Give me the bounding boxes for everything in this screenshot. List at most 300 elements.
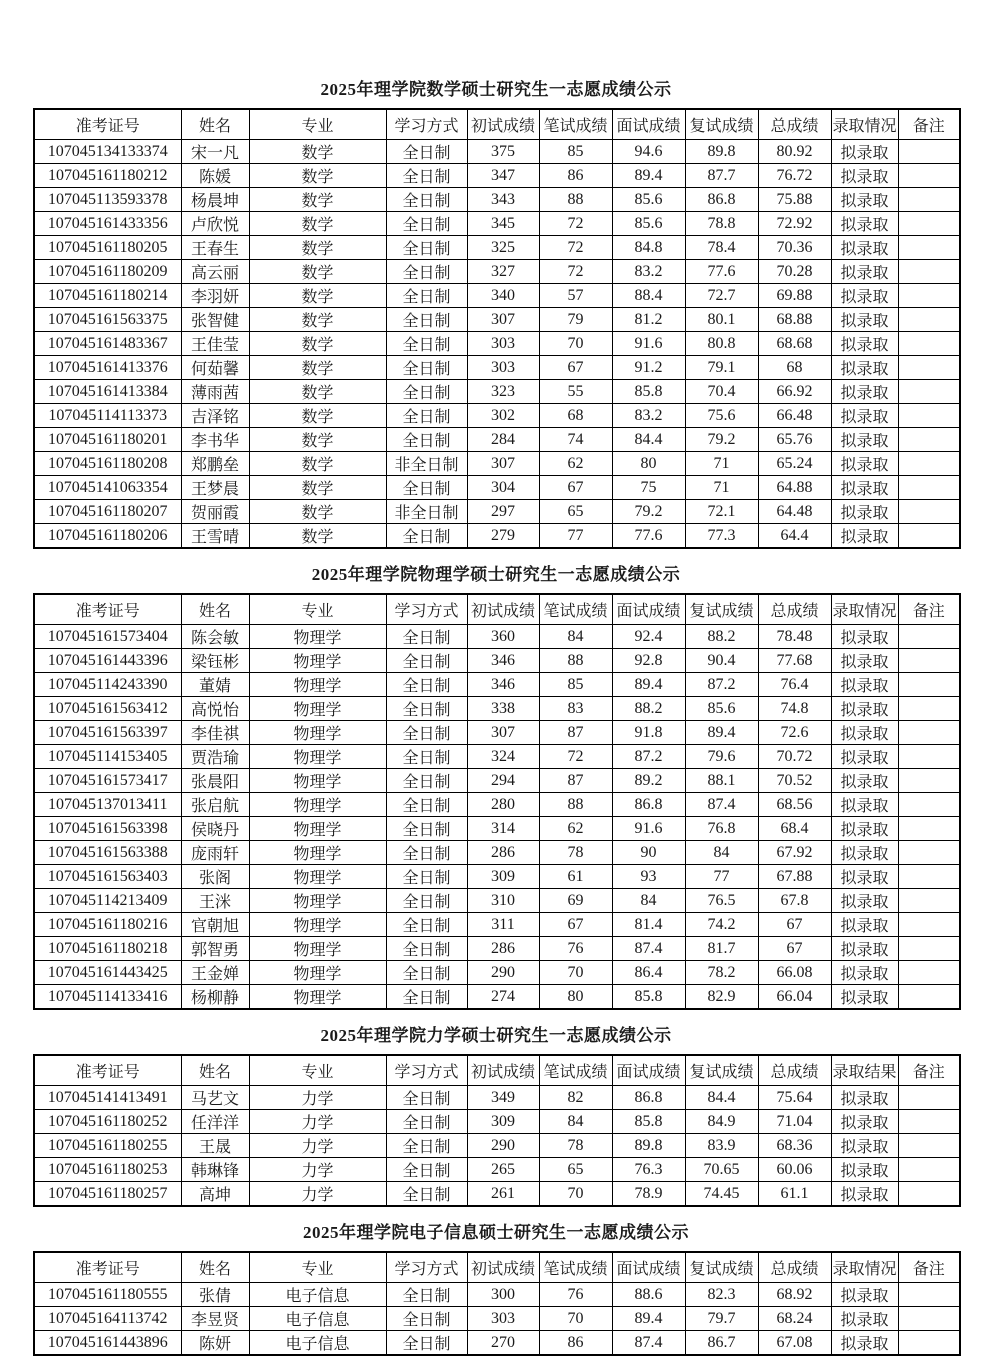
cell-initial-score: 340 — [467, 284, 539, 308]
cell-initial-score: 310 — [467, 889, 539, 913]
cell-exam-number: 107045114213409 — [34, 889, 181, 913]
cell-candidate-name: 庞雨轩 — [181, 841, 249, 865]
cell-study-mode: 非全日制 — [386, 500, 467, 524]
cell-written-score: 70 — [539, 332, 612, 356]
cell-remark — [898, 356, 960, 380]
cell-total-score: 76.4 — [758, 673, 831, 697]
cell-interview-score: 91.6 — [612, 332, 685, 356]
cell-initial-score: 303 — [467, 356, 539, 380]
cell-exam-number: 107045161180205 — [34, 236, 181, 260]
cell-remark — [898, 404, 960, 428]
cell-candidate-name: 王佳莹 — [181, 332, 249, 356]
cell-retest-score: 70.65 — [685, 1158, 758, 1182]
cell-major: 数学 — [249, 428, 386, 452]
cell-retest-score: 79.1 — [685, 356, 758, 380]
cell-candidate-name: 张晨阳 — [181, 769, 249, 793]
cell-retest-score: 82.9 — [685, 985, 758, 1010]
cell-interview-score: 85.6 — [612, 188, 685, 212]
cell-exam-number: 107045161443425 — [34, 961, 181, 985]
cell-admission-status: 拟录取 — [831, 745, 898, 769]
cell-major: 物理学 — [249, 865, 386, 889]
cell-written-score: 55 — [539, 380, 612, 404]
cell-study-mode: 全日制 — [386, 1134, 467, 1158]
cell-major: 数学 — [249, 476, 386, 500]
header-total-score: 总成绩 — [758, 594, 831, 625]
cell-study-mode: 全日制 — [386, 889, 467, 913]
cell-initial-score: 311 — [467, 913, 539, 937]
cell-admission-status: 拟录取 — [831, 356, 898, 380]
cell-study-mode: 全日制 — [386, 356, 467, 380]
cell-remark — [898, 1283, 960, 1307]
cell-initial-score: 323 — [467, 380, 539, 404]
table-row — [34, 284, 960, 308]
cell-remark — [898, 1158, 960, 1182]
cell-initial-score: 307 — [467, 452, 539, 476]
cell-candidate-name: 王洣 — [181, 889, 249, 913]
cell-remark — [898, 188, 960, 212]
cell-admission-status: 拟录取 — [831, 697, 898, 721]
cell-written-score: 68 — [539, 404, 612, 428]
cell-written-score: 62 — [539, 452, 612, 476]
cell-admission-status: 拟录取 — [831, 889, 898, 913]
cell-study-mode: 全日制 — [386, 260, 467, 284]
cell-candidate-name: 杨晨坤 — [181, 188, 249, 212]
cell-study-mode: 全日制 — [386, 649, 467, 673]
cell-interview-score: 84 — [612, 889, 685, 913]
cell-study-mode: 全日制 — [386, 428, 467, 452]
cell-interview-score: 86.8 — [612, 1086, 685, 1110]
cell-retest-score: 74.45 — [685, 1182, 758, 1207]
cell-total-score: 66.48 — [758, 404, 831, 428]
cell-retest-score: 72.7 — [685, 284, 758, 308]
header-interview-score: 面试成绩 — [612, 1055, 685, 1086]
cell-retest-score: 79.6 — [685, 745, 758, 769]
cell-total-score: 68.88 — [758, 308, 831, 332]
cell-major: 电子信息 — [249, 1283, 386, 1307]
cell-retest-score: 75.6 — [685, 404, 758, 428]
cell-study-mode: 全日制 — [386, 817, 467, 841]
cell-retest-score: 78.2 — [685, 961, 758, 985]
table-row — [34, 260, 960, 284]
cell-written-score: 86 — [539, 164, 612, 188]
cell-initial-score: 346 — [467, 673, 539, 697]
cell-interview-score: 89.2 — [612, 769, 685, 793]
cell-initial-score: 327 — [467, 260, 539, 284]
cell-study-mode: 全日制 — [386, 1307, 467, 1331]
header-written-score: 笔试成绩 — [539, 109, 612, 140]
header-study-mode: 学习方式 — [386, 109, 467, 140]
table-row — [34, 625, 960, 649]
cell-retest-score: 81.7 — [685, 937, 758, 961]
cell-exam-number: 107045161563375 — [34, 308, 181, 332]
cell-written-score: 85 — [539, 140, 612, 164]
cell-exam-number: 107045114153405 — [34, 745, 181, 769]
cell-interview-score: 78.9 — [612, 1182, 685, 1207]
cell-admission-status: 拟录取 — [831, 524, 898, 549]
table-row — [34, 356, 960, 380]
cell-retest-score: 87.7 — [685, 164, 758, 188]
cell-interview-score: 85.6 — [612, 212, 685, 236]
table-row — [34, 1331, 960, 1356]
cell-written-score: 70 — [539, 1182, 612, 1207]
cell-remark — [898, 889, 960, 913]
score-table — [33, 108, 961, 549]
header-row — [34, 594, 960, 625]
cell-candidate-name: 高坤 — [181, 1182, 249, 1207]
cell-admission-status: 拟录取 — [831, 500, 898, 524]
cell-retest-score: 84 — [685, 841, 758, 865]
cell-admission-status: 拟录取 — [831, 961, 898, 985]
cell-interview-score: 85.8 — [612, 380, 685, 404]
cell-study-mode: 全日制 — [386, 769, 467, 793]
header-major: 专业 — [249, 594, 386, 625]
cell-candidate-name: 薄雨茜 — [181, 380, 249, 404]
cell-candidate-name: 陈妍 — [181, 1331, 249, 1356]
cell-admission-status: 拟录取 — [831, 236, 898, 260]
cell-candidate-name: 卢欣悦 — [181, 212, 249, 236]
cell-exam-number: 107045161180218 — [34, 937, 181, 961]
cell-major: 数学 — [249, 308, 386, 332]
table-row — [34, 937, 960, 961]
header-initial-score: 初试成绩 — [467, 109, 539, 140]
cell-initial-score: 307 — [467, 308, 539, 332]
cell-initial-score: 338 — [467, 697, 539, 721]
cell-exam-number: 107045164113742 — [34, 1307, 181, 1331]
cell-retest-score: 86.7 — [685, 1331, 758, 1356]
cell-total-score: 66.92 — [758, 380, 831, 404]
cell-initial-score: 284 — [467, 428, 539, 452]
cell-major: 数学 — [249, 524, 386, 549]
cell-total-score: 64.88 — [758, 476, 831, 500]
cell-candidate-name: 董婧 — [181, 673, 249, 697]
cell-admission-status: 拟录取 — [831, 841, 898, 865]
cell-remark — [898, 164, 960, 188]
cell-exam-number: 107045161563398 — [34, 817, 181, 841]
cell-retest-score: 76.5 — [685, 889, 758, 913]
cell-admission-status: 拟录取 — [831, 380, 898, 404]
cell-major: 物理学 — [249, 625, 386, 649]
cell-written-score: 65 — [539, 500, 612, 524]
cell-total-score: 72.92 — [758, 212, 831, 236]
cell-interview-score: 88.2 — [612, 697, 685, 721]
cell-interview-score: 94.6 — [612, 140, 685, 164]
cell-major: 数学 — [249, 164, 386, 188]
cell-admission-status: 拟录取 — [831, 428, 898, 452]
cell-remark — [898, 937, 960, 961]
cell-study-mode: 全日制 — [386, 524, 467, 549]
cell-candidate-name: 张智健 — [181, 308, 249, 332]
cell-initial-score: 279 — [467, 524, 539, 549]
table-title: 2025年理学院数学硕士研究生一志愿成绩公示 — [320, 80, 672, 99]
cell-written-score: 70 — [539, 961, 612, 985]
table-row — [34, 452, 960, 476]
cell-remark — [898, 1086, 960, 1110]
cell-admission-status: 拟录取 — [831, 937, 898, 961]
cell-admission-status: 拟录取 — [831, 140, 898, 164]
cell-initial-score: 309 — [467, 1110, 539, 1134]
cell-exam-number: 107045141063354 — [34, 476, 181, 500]
header-candidate-name: 姓名 — [181, 1252, 249, 1283]
cell-total-score: 68.24 — [758, 1307, 831, 1331]
cell-major: 物理学 — [249, 985, 386, 1010]
cell-retest-score: 70.4 — [685, 380, 758, 404]
cell-remark — [898, 1182, 960, 1207]
cell-initial-score: 303 — [467, 332, 539, 356]
cell-total-score: 67 — [758, 913, 831, 937]
cell-study-mode: 全日制 — [386, 793, 467, 817]
score-section — [33, 78, 959, 549]
cell-interview-score: 92.4 — [612, 625, 685, 649]
cell-interview-score: 92.8 — [612, 649, 685, 673]
cell-remark — [898, 913, 960, 937]
cell-admission-status: 拟录取 — [831, 985, 898, 1010]
table-row — [34, 1283, 960, 1307]
cell-interview-score: 88.6 — [612, 1283, 685, 1307]
cell-interview-score: 90 — [612, 841, 685, 865]
cell-interview-score: 91.8 — [612, 721, 685, 745]
cell-candidate-name: 李羽妍 — [181, 284, 249, 308]
table-row — [34, 673, 960, 697]
cell-exam-number: 107045161180252 — [34, 1110, 181, 1134]
cell-retest-score: 72.1 — [685, 500, 758, 524]
header-exam-number: 准考证号 — [34, 594, 181, 625]
cell-remark — [898, 1134, 960, 1158]
header-total-score: 总成绩 — [758, 109, 831, 140]
cell-study-mode: 全日制 — [386, 284, 467, 308]
cell-exam-number: 107045161180255 — [34, 1134, 181, 1158]
cell-exam-number: 107045161180212 — [34, 164, 181, 188]
cell-written-score: 87 — [539, 769, 612, 793]
cell-initial-score: 280 — [467, 793, 539, 817]
header-remark: 备注 — [898, 1252, 960, 1283]
cell-total-score: 72.6 — [758, 721, 831, 745]
header-total-score: 总成绩 — [758, 1252, 831, 1283]
cell-exam-number: 107045161180253 — [34, 1158, 181, 1182]
cell-initial-score: 375 — [467, 140, 539, 164]
cell-total-score: 66.04 — [758, 985, 831, 1010]
cell-exam-number: 107045161563412 — [34, 697, 181, 721]
cell-remark — [898, 961, 960, 985]
table-title: 2025年理学院力学硕士研究生一志愿成绩公示 — [320, 1026, 672, 1045]
cell-study-mode: 全日制 — [386, 673, 467, 697]
header-exam-number: 准考证号 — [34, 1252, 181, 1283]
cell-candidate-name: 李书华 — [181, 428, 249, 452]
cell-study-mode: 全日制 — [386, 625, 467, 649]
cell-exam-number: 107045161180206 — [34, 524, 181, 549]
header-row — [34, 109, 960, 140]
cell-remark — [898, 428, 960, 452]
table-row — [34, 404, 960, 428]
table-row — [34, 985, 960, 1010]
cell-interview-score: 89.4 — [612, 673, 685, 697]
cell-admission-status: 拟录取 — [831, 1331, 898, 1356]
cell-retest-score: 80.1 — [685, 308, 758, 332]
table-title: 2025年理学院物理学硕士研究生一志愿成绩公示 — [311, 565, 681, 584]
cell-written-score: 67 — [539, 476, 612, 500]
cell-major: 电子信息 — [249, 1307, 386, 1331]
score-section — [33, 1024, 959, 1207]
cell-initial-score: 304 — [467, 476, 539, 500]
cell-retest-score: 85.6 — [685, 697, 758, 721]
cell-remark — [898, 524, 960, 549]
cell-total-score: 76.72 — [758, 164, 831, 188]
cell-admission-status: 拟录取 — [831, 625, 898, 649]
cell-written-score: 65 — [539, 1158, 612, 1182]
header-exam-number: 准考证号 — [34, 1055, 181, 1086]
cell-study-mode: 全日制 — [386, 476, 467, 500]
cell-retest-score: 84.9 — [685, 1110, 758, 1134]
cell-written-score: 62 — [539, 817, 612, 841]
cell-candidate-name: 何茹馨 — [181, 356, 249, 380]
cell-candidate-name: 宋一凡 — [181, 140, 249, 164]
cell-initial-score: 270 — [467, 1331, 539, 1356]
cell-study-mode: 全日制 — [386, 1110, 467, 1134]
header-written-score: 笔试成绩 — [539, 1252, 612, 1283]
cell-candidate-name: 王金婵 — [181, 961, 249, 985]
cell-total-score: 71.04 — [758, 1110, 831, 1134]
cell-major: 物理学 — [249, 937, 386, 961]
cell-total-score: 70.36 — [758, 236, 831, 260]
cell-initial-score: 297 — [467, 500, 539, 524]
cell-exam-number: 107045161180209 — [34, 260, 181, 284]
cell-major: 数学 — [249, 500, 386, 524]
header-admission-status: 录取结果 — [831, 1055, 898, 1086]
cell-study-mode: 全日制 — [386, 1086, 467, 1110]
cell-study-mode: 全日制 — [386, 961, 467, 985]
cell-admission-status: 拟录取 — [831, 212, 898, 236]
cell-total-score: 66.08 — [758, 961, 831, 985]
cell-written-score: 88 — [539, 188, 612, 212]
cell-interview-score: 89.4 — [612, 1307, 685, 1331]
cell-total-score: 61.1 — [758, 1182, 831, 1207]
table-row — [34, 1182, 960, 1207]
cell-candidate-name: 郭智勇 — [181, 937, 249, 961]
cell-major: 数学 — [249, 236, 386, 260]
cell-candidate-name: 任洋洋 — [181, 1110, 249, 1134]
cell-retest-score: 78.8 — [685, 212, 758, 236]
cell-written-score: 88 — [539, 649, 612, 673]
cell-admission-status: 拟录取 — [831, 1283, 898, 1307]
cell-remark — [898, 697, 960, 721]
cell-admission-status: 拟录取 — [831, 188, 898, 212]
table-row — [34, 793, 960, 817]
cell-admission-status: 拟录取 — [831, 721, 898, 745]
header-retest-score: 复试成绩 — [685, 109, 758, 140]
cell-written-score: 72 — [539, 212, 612, 236]
header-remark: 备注 — [898, 109, 960, 140]
cell-initial-score: 346 — [467, 649, 539, 673]
cell-total-score: 68.4 — [758, 817, 831, 841]
cell-retest-score: 80.8 — [685, 332, 758, 356]
cell-total-score: 70.28 — [758, 260, 831, 284]
cell-exam-number: 107045161180216 — [34, 913, 181, 937]
cell-major: 数学 — [249, 212, 386, 236]
table-row — [34, 236, 960, 260]
cell-study-mode: 全日制 — [386, 841, 467, 865]
cell-major: 物理学 — [249, 697, 386, 721]
cell-initial-score: 314 — [467, 817, 539, 841]
cell-study-mode: 全日制 — [386, 1158, 467, 1182]
header-admission-status: 录取情况 — [831, 594, 898, 625]
cell-major: 数学 — [249, 284, 386, 308]
cell-interview-score: 84.8 — [612, 236, 685, 260]
cell-written-score: 85 — [539, 673, 612, 697]
cell-interview-score: 89.8 — [612, 1134, 685, 1158]
cell-candidate-name: 张倩 — [181, 1283, 249, 1307]
cell-admission-status: 拟录取 — [831, 284, 898, 308]
cell-admission-status: 拟录取 — [831, 649, 898, 673]
cell-exam-number: 107045113593378 — [34, 188, 181, 212]
cell-exam-number: 107045161443396 — [34, 649, 181, 673]
cell-exam-number: 107045161180555 — [34, 1283, 181, 1307]
cell-remark — [898, 308, 960, 332]
cell-exam-number: 107045161413384 — [34, 380, 181, 404]
cell-study-mode: 全日制 — [386, 1283, 467, 1307]
cell-written-score: 72 — [539, 745, 612, 769]
cell-study-mode: 全日制 — [386, 697, 467, 721]
cell-interview-score: 81.2 — [612, 308, 685, 332]
cell-remark — [898, 673, 960, 697]
header-candidate-name: 姓名 — [181, 594, 249, 625]
cell-major: 数学 — [249, 356, 386, 380]
cell-major: 数学 — [249, 140, 386, 164]
cell-retest-score: 88.1 — [685, 769, 758, 793]
cell-admission-status: 拟录取 — [831, 769, 898, 793]
cell-initial-score: 303 — [467, 1307, 539, 1331]
header-initial-score: 初试成绩 — [467, 1055, 539, 1086]
cell-major: 力学 — [249, 1158, 386, 1182]
table-row — [34, 697, 960, 721]
header-admission-status: 录取情况 — [831, 109, 898, 140]
cell-initial-score: 307 — [467, 721, 539, 745]
header-exam-number: 准考证号 — [34, 109, 181, 140]
score-table — [33, 1251, 961, 1356]
cell-retest-score: 77.6 — [685, 260, 758, 284]
cell-candidate-name: 王梦晨 — [181, 476, 249, 500]
cell-total-score: 69.88 — [758, 284, 831, 308]
cell-interview-score: 85.8 — [612, 1110, 685, 1134]
cell-total-score: 68.68 — [758, 332, 831, 356]
cell-study-mode: 全日制 — [386, 937, 467, 961]
cell-initial-score: 345 — [467, 212, 539, 236]
cell-interview-score: 80 — [612, 452, 685, 476]
cell-major: 数学 — [249, 260, 386, 284]
table-row — [34, 745, 960, 769]
table-row — [34, 769, 960, 793]
cell-candidate-name: 高悦怡 — [181, 697, 249, 721]
cell-initial-score: 290 — [467, 961, 539, 985]
header-remark: 备注 — [898, 1055, 960, 1086]
cell-remark — [898, 721, 960, 745]
cell-interview-score: 88.4 — [612, 284, 685, 308]
cell-total-score: 67.88 — [758, 865, 831, 889]
cell-candidate-name: 侯晓丹 — [181, 817, 249, 841]
header-retest-score: 复试成绩 — [685, 594, 758, 625]
cell-admission-status: 拟录取 — [831, 452, 898, 476]
cell-interview-score: 89.4 — [612, 164, 685, 188]
cell-initial-score: 325 — [467, 236, 539, 260]
header-initial-score: 初试成绩 — [467, 594, 539, 625]
cell-total-score: 67.08 — [758, 1331, 831, 1356]
cell-candidate-name: 官朝旭 — [181, 913, 249, 937]
cell-interview-score: 83.2 — [612, 404, 685, 428]
cell-interview-score: 79.2 — [612, 500, 685, 524]
cell-admission-status: 拟录取 — [831, 260, 898, 284]
cell-admission-status: 拟录取 — [831, 1307, 898, 1331]
header-candidate-name: 姓名 — [181, 1055, 249, 1086]
cell-candidate-name: 韩琳锋 — [181, 1158, 249, 1182]
score-table — [33, 1054, 961, 1207]
